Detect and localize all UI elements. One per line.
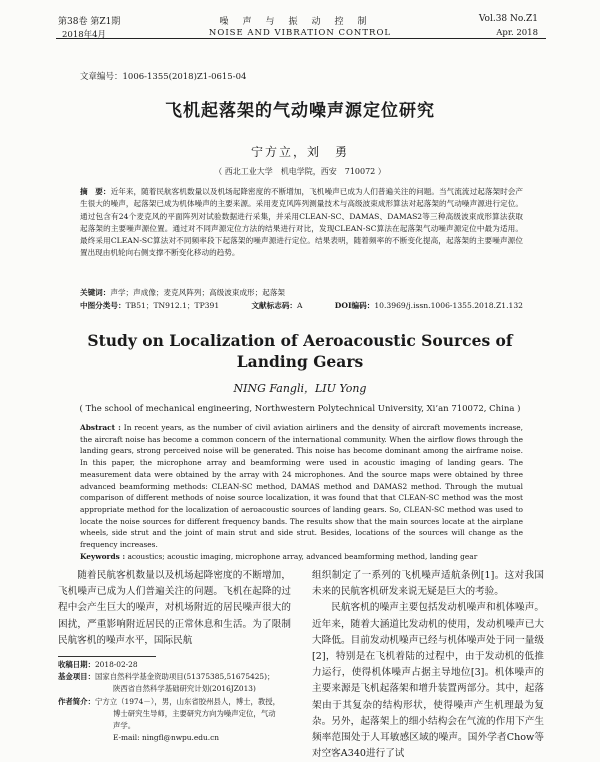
clc-code [80, 300, 219, 312]
keywords-cn-text: 声学；声成像；麦克风阵列；高级波束成形；起落架 [110, 288, 286, 297]
journal-name-cn: 噪声与振动控制 [219, 17, 381, 27]
affiliation-en: ( The school of mechanical engineering, Northwestern Polytechnical University, Xi’an 710072, China ) [79, 404, 521, 414]
clc-label: 中图分类号： [80, 301, 126, 310]
abstract-en-text: In recent years, as the number of civil aviation airliners and the density of aircraft movements increase, the aircraft noise has become a common concern of the international community. When the airflow flows through the landing gears, strong perceived noise will be generated. This noise has become dominant among the airframe noise. In this paper, the microphone array and beamforming were used in acoustic imaging of landing gears. The measurement data were obtained by the array with 24 microphones. And the source maps were obtained by three advanced beamforming methods: CLEAN-SC method, DAMAS method and DAMAS2 method. Through the mutual comparison of different methods of noise source localization, it was found that that CLEAN-SC method was the most appropriate method for the localization of aeroacoustic sources of landing gears. So, CLEAN-SC method was used to locate the noise sources for different frequency bands. The results show that the main sources locate at the airplane wheels, side strut and the joint of main strut and side strut. Besides, locations of the sources will change as the frequency increases. [80, 423, 524, 550]
received-date [58, 659, 294, 671]
abstract-cn-label: 摘 要： [80, 187, 111, 196]
author-bio-line-2: 博士研究生导师，主要研究方向为噪声定位，气动 [113, 708, 276, 718]
journal-name-en: NOISE AND VIBRATION CONTROL [208, 28, 392, 38]
doi [335, 300, 523, 312]
keywords-en-label: Keywords : [80, 551, 126, 561]
title-cn: 飞机起落架的气动噪声源定位研究 [165, 101, 435, 121]
fund-label: 基金项目： [58, 672, 95, 682]
author-bio [58, 696, 294, 708]
doc-value: A [297, 301, 303, 310]
document-code [251, 300, 302, 312]
clc-value: TB51；TN912.1；TP391 [125, 301, 220, 310]
title-en [0, 330, 600, 372]
running-header [0, 8, 600, 42]
date-cn: 2018年4月 [62, 30, 107, 40]
author-email: E-mail: ningfl@nwpu.edu.cn [113, 733, 219, 743]
volume-issue-en: Vol.38 No.Z1 [478, 14, 538, 24]
title-en-line1: Study on Localization of Aeroacoustic Sources of [87, 331, 513, 350]
footnote [58, 659, 294, 744]
authors-cn: 宁方立，刘 勇 [250, 145, 349, 159]
fund-line [58, 671, 294, 683]
fund-value-1: 国家自然科学基金资助项目(51375385,51675425)； [94, 672, 275, 682]
keywords-cn-label: 关键词： [80, 288, 111, 297]
author-bio-1: 宁方立（1974－），男，山东省胶州县人，博士，教授， [94, 696, 281, 706]
header-rule [56, 38, 546, 39]
title-en-line2: Landing Gears [236, 352, 364, 371]
abstract-cn [80, 186, 523, 260]
keywords-cn [80, 287, 523, 299]
footnote-rule [58, 656, 156, 657]
abstract-en-label: Abstract : [80, 423, 121, 432]
body-left-column: 随着民航客机数量以及机场起降密度的不断增加，飞机噪声已成为人们普遍关注的问题。飞机在起降的过程中会产生巨大的噪声，对机场附近的居民噪声很大的困扰，严重影响附近居民的正常休息和生活。为了限制民航客机的噪声水平，国际民航 [58, 570, 291, 646]
doc-label: 文献标志码： [251, 301, 298, 310]
abstract-en [80, 422, 523, 562]
received-value: 2018-02-28 [94, 660, 138, 669]
authors-en: NING Fangli，LIU Yong [233, 382, 367, 395]
body-right-column [312, 568, 544, 762]
abstract-cn-text: 近年来，随着民航客机数量以及机场起降密度的不断增加，飞机噪声已成为人们普遍关注的问题。当气流流过起落架时会产生很大的噪声，起落架已成为机体噪声的主要来源。采用麦克风阵列测量技术与高级波束成形算法对起落架的气动噪声源进行定位。通过包含有24个麦克风的平面阵列对试验数据进行采集，并采用CLEAN-SC、DAMAS、DAMAS2等三种高级波束成形算法获取起落架的主要噪声源位置。通过对不同声源定位方法的结果进行对比，发现CLEAN-SC算法在起落架气动噪声源定位中最为适用。最终采用CLEAN-SC算法对不同频率段下起落架的噪声源进行定位。结果表明，随着频率的不断变化提高，起落架的主要噪声源位置出现由机轮向右侧支撑不断变化移动的趋势。 [80, 187, 524, 258]
received-label: 收稿日期： [58, 660, 95, 669]
body-right-paragraph-1: 组织制定了一系列的飞机噪声适航条例[1]。这对我国未来的民航客机研发来说无疑是巨大的考验。 [312, 570, 544, 598]
doi-label: DOI编码： [334, 301, 375, 310]
doi-value: 10.3969/j.issn.1006-1355.2018.Z1.132 [374, 301, 523, 310]
keywords-en-text: acoustics; acoustic imaging, microphone array, advanced beamforming method, landing gear [127, 551, 478, 561]
body-right-paragraph-2: 民航客机的噪声主要包括发动机噪声和机体噪声。近年来，随着大涵道比发动机的使用，发动机噪声已大大降低。目前发动机噪声已经与机体噪声处于同一量级[2]，特别是在飞机着陆的过程中，由于发动机的低推力运行，使得机体噪声占据主导地位[3]。机体噪声的主要来源是飞机起落架和增升装置两部分。其中，起落架由于其复杂的结构形状，使得噪声产生机理最为复杂。另外，起落架上的细小结构会在气流的作用下产生频率范围处于人耳敏感区域的噪声。国外学者Chow等对空客A340进行了试 [312, 602, 544, 760]
fund-line-2: 陕西省自然科学基础研究计划(2016JZ013) [113, 684, 256, 694]
author-bio-line-3: 声学。 [113, 721, 136, 731]
affiliation-cn: （ 西北工业大学 机电学院，西安 710072 ） [214, 167, 386, 176]
date-en: Apr. 2018 [496, 28, 538, 38]
volume-issue-cn: 第38卷 第Z1期 [58, 17, 121, 27]
classification-line [80, 300, 523, 312]
article-number: 文章编号：1006-1355(2018)Z1-0615-04 [80, 72, 247, 82]
author-bio-label: 作者简介： [58, 696, 95, 706]
